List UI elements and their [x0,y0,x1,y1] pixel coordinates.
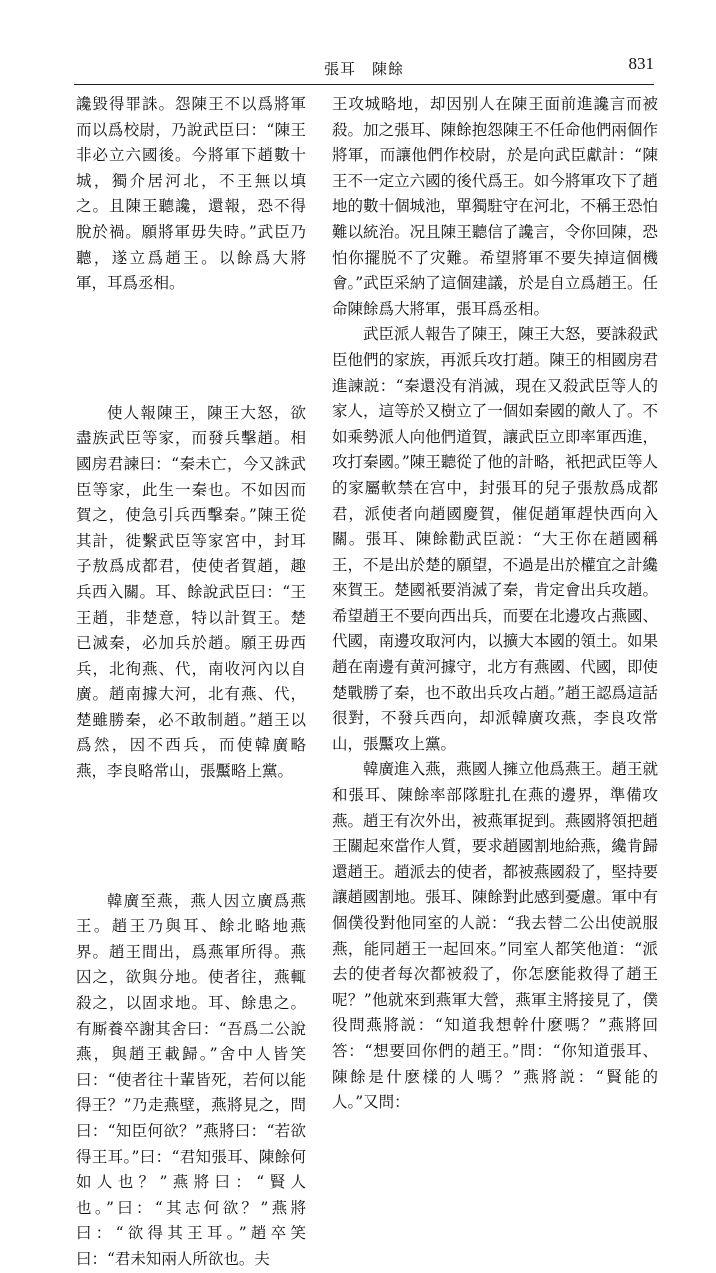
translation-paragraph-2: 武臣派人報告了陳王，陳王大怒，要誅殺武臣他們的家族，再派兵攻打趙。陳王的相國房君進諫説：“秦還没有消滅，現在又殺武臣等人的家人，這等於又樹立了一個如秦國的敵人了。不如乘勢派人向他們道賀，讓武臣立即率軍西進，攻打秦國。”陳王聽從了他的計略，衹把武臣等人的家屬軟禁在宫中，封張耳的兒子張敖爲成都君，派使者向趙國慶賀，催促趙軍趕快西向入關。張耳、陳餘勸武臣説：“大王你在趙國稱王，不是出於楚的願望，不過是出於權宜之計纔來賀王。楚國衹要消滅了秦，肯定會出兵攻趙。希望趙王不要向西出兵，而要在北邊攻占燕國、代國，南邊攻取河内，以擴大本國的領土。如果趙在南邊有黄河據守，北方有燕國、代國，即使楚戰勝了秦，也不敢出兵攻占趙。”趙王認爲這話很對，不發兵西向，却派韓廣攻燕，李良攻常山，張黶攻上黨。 [332,325,658,753]
running-header [74,54,654,78]
classical-text-column [76,92,306,1273]
classical-paragraph-2: 使人報陳王，陳王大怒，欲盡族武臣等家，而發兵擊趙。相國房君諫曰：“秦未亡，今又誅武臣等家，此生一秦也。不如因而賀之，使急引兵西擊秦。”陳王從其計，徙繫武臣等家宮中，封耳子敖爲成都君，使使者賀趙，趣兵西入關。耳、餘說武臣曰：“王王趙，非楚意，特以計賀王。楚已滅秦，必加兵於趙。願王毋西兵，北徇燕、代，南收河內以自廣。趙南據大河，北有燕、代，楚雖勝秦，必不敢制趙。”趙王以爲然，因不西兵，而使韓廣略燕，李良略常山，張黶略上黨。 [76,403,306,781]
classical-paragraph-3: 韓廣至燕，燕人因立廣爲燕王。趙王乃與耳、餘北略地燕界。趙王間出，爲燕軍所得。燕囚之，欲與分地。使者往，燕輒殺之，以固求地。耳、餘患之。有厮養卒謝其舍曰：“吾爲二公說燕，與趙王載歸。”舍中人皆笑曰：“使者往十輩皆死，若何以能得王？”乃走燕壁，燕將見之，問曰：“知臣何欲？”燕將曰：“若欲得王耳。”曰：“君知張耳、陳餘何如人也？”燕將曰：“賢人也。”曰：“其志何欲？”燕將曰：“欲得其王耳。”趙卒笑曰：“君未知兩人所欲也。夫 [76,891,306,1268]
classical-paragraph-1: 讒毀得罪誅。怨陳王不以爲將軍而以爲校尉，乃說武臣曰：“陳王非必立六國後。今將軍下趙數十城，獨介居河北，不王無以填之。且陳王聽讒，還報，恐不得脫於禍。願將軍毋失時。”武臣乃聽，遂立爲趙王。以餘爲大將軍，耳爲丞相。 [76,95,306,293]
page-number: 831 [628,54,654,73]
paragraph-gap [76,785,306,889]
translation-paragraph-3: 韓廣進入燕，燕國人擁立他爲燕王。趙王就和張耳、陳餘率部隊駐扎在燕的邊界，準備攻燕。趙王有次外出，被燕軍捉到。燕國將領把趙王關起來當作人質，要求趙國割地給燕，纔肯歸還趙王。趙派去的使者，都被燕國殺了，堅持要讓趙國割地。張耳、陳餘對此感到憂慮。軍中有個僕役對他同室的人説：“我去替二公出使説服燕，能同趙王一起回來。”同室人都笑他道：“派去的使者每次都被殺了，你怎麽能救得了趙王呢？”他就來到燕軍大營，燕軍主將接見了，僕役問燕將説：“知道我想幹什麽嗎？”燕將回答：“想要回你們的趙王。”問：“你知道張耳、陳餘是什麽樣的人嗎？”燕將説：“賢能的人。”又問： [332,760,658,1112]
translation-paragraph-1: 王攻城略地，却因别人在陳王面前進讒言而被殺。加之張耳、陳餘抱怨陳王不任命他們兩個作將軍，而讓他們作校尉，於是向武臣獻計：“陳王不一定立六國的後代爲王。如今將軍攻下了趙地的數十個城池，單獨駐守在河北，不稱王恐怕難以統治。况且陳王聽信了讒言，令你回陳，恐怕你擺脱不了灾難。希望將軍不要失掉這個機會。”武臣采納了這個建議，於是自立爲趙王。任命陳餘爲大將軍，張耳爲丞相。 [332,95,658,318]
running-title: 張耳 陳餘 [323,60,404,78]
translation-text-column [332,92,658,1116]
paragraph-gap [76,297,306,401]
header-rule [74,84,654,85]
